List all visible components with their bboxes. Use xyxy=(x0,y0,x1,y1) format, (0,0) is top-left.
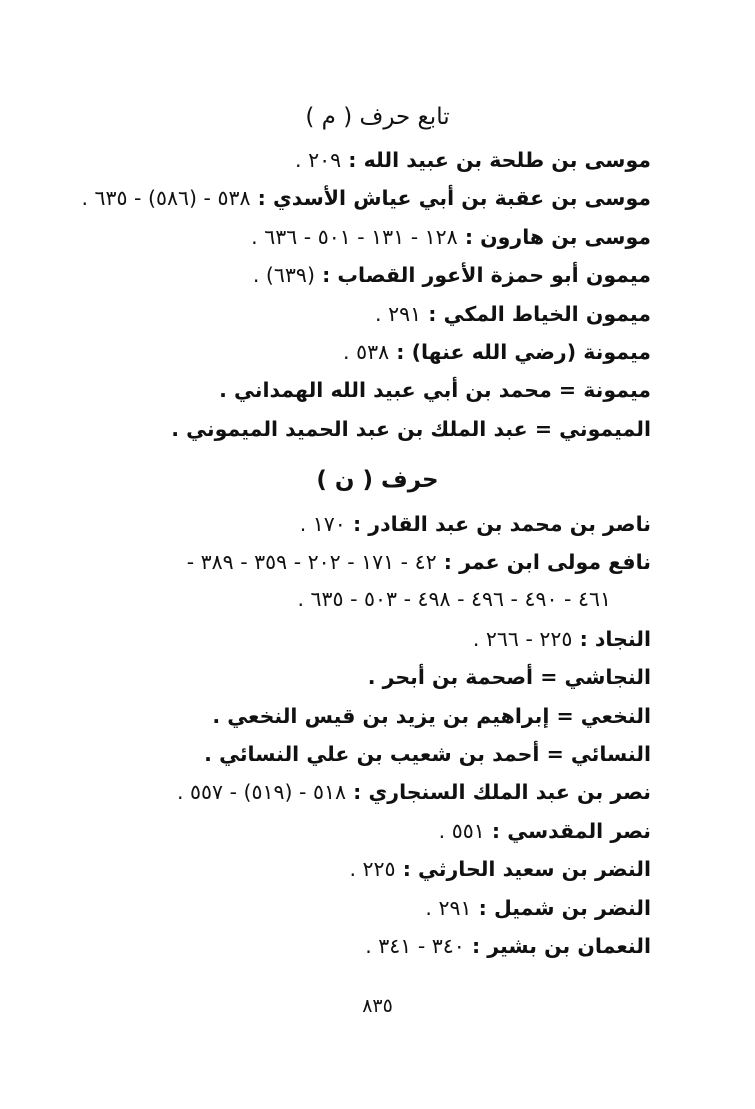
index-entry xyxy=(91,410,651,448)
index-entry xyxy=(81,179,651,217)
entry-name: موسى بن هارون : xyxy=(464,224,651,249)
entry-pages: ٥٣٨ - (٥٨٦) - ٦٣٥ . xyxy=(81,186,251,211)
index-entry xyxy=(91,218,651,256)
entry-pages: ٥١٨ - (٥١٩) - ٥٥٧ . xyxy=(176,780,347,805)
entry-pages: ٢٩١ . xyxy=(375,301,422,326)
entry-pages: ٤٢ - ١٧١ - ٢٠٢ - ٣٥٩ - ٣٨٩ - xyxy=(186,550,437,575)
index-entry xyxy=(91,812,651,850)
entry-name: النعمان بن بشير : xyxy=(471,933,651,958)
entry-pages: ٢٩١ . xyxy=(425,895,472,920)
page-number: ٨٣٥ xyxy=(362,995,393,1017)
entry-pages: ٣٤٠ - ٣٤١ . xyxy=(365,933,465,958)
entry-name: نافع مولى ابن عمر : xyxy=(443,550,651,575)
entry-name: النضر بن شميل : xyxy=(478,895,651,920)
index-list-mim xyxy=(81,141,651,448)
index-entry xyxy=(91,773,651,811)
index-entry xyxy=(91,543,651,581)
entry-pages: ٢٠٩ . xyxy=(295,148,342,172)
index-list-nun xyxy=(91,505,651,965)
entry-name: ناصر بن محمد بن عبد القادر : xyxy=(352,512,651,536)
entry-pages: ٢٢٥ - ٢٦٦ . xyxy=(472,626,573,651)
entry-name: النضر بن سعيد الحارثي : xyxy=(402,857,651,882)
index-entry-continuation xyxy=(91,582,651,618)
entry-pages: ١٧٠ . xyxy=(299,512,346,536)
section-heading-mim: تابع حرف ( م ) xyxy=(305,104,450,130)
entry-name: النسائي = أحمد بن شعيب بن علي النسائي . xyxy=(204,741,651,766)
entry-name: النجاد : xyxy=(579,626,651,651)
index-entry xyxy=(91,505,651,543)
entry-pages: (٦٣٩) . xyxy=(252,263,315,288)
index-entry xyxy=(91,850,651,888)
section-heading-nun: حرف ( ن ) xyxy=(316,467,439,493)
entry-name: النخعي = إبراهيم بن يزيد بن قيس النخعي . xyxy=(212,703,651,728)
entry-pages: ٥٥١ . xyxy=(438,818,485,843)
entry-pages-continued: ٤٦١ - ٤٩٠ - ٤٩٦ - ٤٩٨ - ٥٠٣ - ٦٣٥ . xyxy=(297,586,611,611)
index-entry xyxy=(91,295,651,333)
index-entry xyxy=(91,141,651,179)
entry-name: ميمونة (رضي الله عنها) : xyxy=(396,339,651,364)
entry-name: ميمونة = محمد بن أبي عبيد الله الهمداني . xyxy=(219,378,651,403)
entry-pages: ٥٣٨ . xyxy=(343,339,390,364)
entry-name: نصر المقدسي : xyxy=(491,818,651,843)
entry-name: الميموني = عبد الملك بن عبد الحميد الميموني . xyxy=(171,416,651,441)
index-entry xyxy=(91,697,651,735)
index-entry xyxy=(91,889,651,927)
index-entry xyxy=(91,620,651,658)
index-entry xyxy=(91,735,651,773)
index-entry xyxy=(91,256,651,294)
entry-pages: ١٢٨ - ١٣١ - ٥٠١ - ٦٣٦ . xyxy=(251,224,458,249)
entry-pages: ٢٢٥ . xyxy=(349,857,396,882)
entry-name: موسى بن عقبة بن أبي عياش الأسدي : xyxy=(257,186,651,211)
index-entry xyxy=(91,371,651,409)
entry-name: نصر بن عبد الملك السنجاري : xyxy=(353,780,651,805)
entry-name: ميمون الخياط المكي : xyxy=(428,301,651,326)
index-entry xyxy=(91,927,651,965)
entry-name: ميمون أبو حمزة الأعور القصاب : xyxy=(322,263,651,288)
entry-name: النجاشي = أصحمة بن أبحر . xyxy=(367,665,651,690)
index-entry xyxy=(91,658,651,696)
entry-name: موسى بن طلحة بن عبيد الله : xyxy=(348,148,651,172)
index-entry xyxy=(91,333,651,371)
